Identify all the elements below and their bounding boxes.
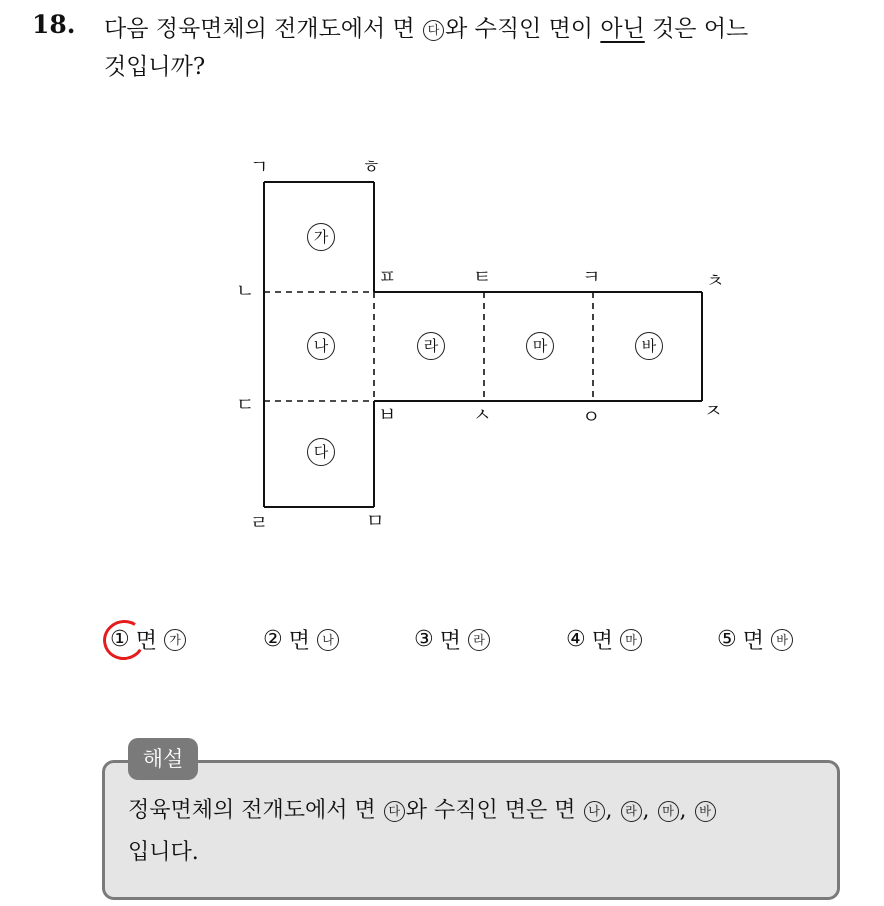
- question-text-part1: 다음 정육면체의 전개도에서 면: [104, 16, 423, 42]
- choice-2-label: 면: [288, 629, 310, 654]
- face-label-na: 나: [307, 332, 335, 360]
- explanation-face-3: 마: [658, 801, 679, 822]
- choice-3[interactable]: [414, 624, 491, 655]
- choice-2-face: 나: [317, 629, 339, 651]
- choice-3-face: 라: [468, 629, 490, 651]
- choice-4-number: ④: [566, 627, 586, 652]
- choice-4-label: 면: [591, 629, 613, 654]
- vertex-label-ch: ㅊ: [706, 270, 725, 292]
- vertex-label-s: ㅅ: [473, 404, 492, 426]
- underlined-word: 아닌: [600, 16, 645, 42]
- face-label-ma: 마: [526, 332, 554, 360]
- question-text-part3: 것은 어느: [644, 16, 749, 42]
- question-number: 18.: [32, 10, 76, 39]
- face-label-ba: 바: [635, 332, 663, 360]
- vertex-label-r: ㄹ: [250, 512, 269, 534]
- explanation-face-4: 바: [695, 801, 716, 822]
- answer-choices: [0, 624, 884, 664]
- vertex-label-n: ㄴ: [236, 280, 255, 302]
- explanation-face-ref: 다: [384, 801, 405, 822]
- choice-2-number: ②: [263, 627, 283, 652]
- choice-1-number-wrap: [110, 627, 130, 652]
- question-text-part2: 와 수직인 면이: [445, 16, 601, 42]
- explanation-text-part2: 와 수직인 면은 면: [405, 798, 583, 823]
- vertex-label-p: ㅍ: [378, 266, 397, 288]
- choice-4-face: 마: [620, 629, 642, 651]
- vertex-label-k: ㅋ: [582, 266, 601, 288]
- vertex-label-j: ㅈ: [704, 400, 723, 422]
- explanation-text-part1: 정육면체의 전개도에서 면: [128, 798, 383, 823]
- face-ref-circle: 다: [423, 20, 444, 41]
- choice-5-number: ⑤: [717, 627, 737, 652]
- face-label-ga: 가: [307, 223, 335, 251]
- vertex-label-m: ㅁ: [366, 510, 385, 532]
- explanation-text: 정육면체의 전개도에서 면 다 와 수직인 면은 면 나 , 라 , 마 , 바 입니다.: [128, 790, 828, 874]
- choice-3-number: ③: [414, 627, 434, 652]
- choice-5-label: 면: [742, 629, 764, 654]
- choice-1-number: ①: [110, 627, 130, 652]
- choice-1-face: 가: [164, 629, 186, 651]
- explanation-tag: 해설: [128, 738, 198, 780]
- choice-4[interactable]: [566, 624, 643, 655]
- question-text-line2: 것입니까?: [104, 54, 206, 80]
- choice-1[interactable]: [110, 624, 187, 655]
- choice-3-label: 면: [439, 629, 461, 654]
- choice-1-label: 면: [135, 629, 157, 654]
- vertex-label-o: ㅇ: [582, 406, 601, 428]
- explanation-text-line2: 입니다.: [128, 840, 199, 865]
- vertex-label-b: ㅂ: [378, 404, 397, 426]
- choice-5-face: 바: [771, 629, 793, 651]
- explanation-face-1: 나: [584, 801, 605, 822]
- vertex-label-d: ㄷ: [236, 394, 255, 416]
- choice-5[interactable]: [717, 624, 794, 655]
- face-label-da: 다: [307, 438, 335, 466]
- face-label-ra: 라: [417, 332, 445, 360]
- vertex-label-t: ㅌ: [473, 266, 492, 288]
- explanation-face-2: 라: [621, 801, 642, 822]
- vertex-label-h: ㅎ: [362, 156, 381, 178]
- choice-2[interactable]: [263, 624, 340, 655]
- vertex-label-g: ㄱ: [250, 156, 269, 178]
